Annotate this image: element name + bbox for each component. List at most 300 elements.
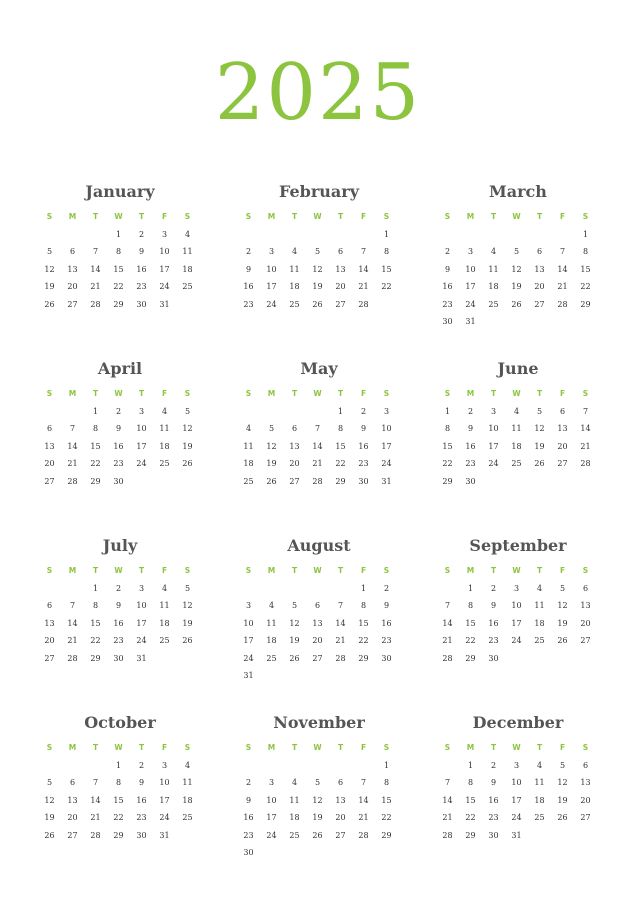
month-title: May (300, 359, 338, 378)
empty-day-cell (436, 757, 459, 775)
day-cell: 10 (159, 778, 170, 787)
day-cell: 18 (159, 441, 170, 451)
day-cell: 18 (488, 282, 499, 291)
weekday-label: S (444, 566, 451, 575)
day-cell: 11 (534, 778, 545, 787)
day-cell: 4 (291, 247, 298, 256)
day-cell: 5 (184, 583, 191, 593)
day-cell: 1 (92, 406, 99, 416)
day-cell: 27 (289, 476, 300, 486)
month-title: December (472, 713, 564, 732)
day-cell: 7 (360, 778, 367, 787)
day-cell: 15 (358, 618, 369, 628)
weekday-label: S (444, 743, 451, 752)
empty-day-cell (306, 226, 329, 244)
weekday-label: S (582, 743, 589, 752)
day-cell: 30 (465, 476, 476, 486)
day-cell: 3 (161, 760, 168, 770)
weekday-label: M (466, 566, 475, 575)
day-cell: 14 (67, 618, 78, 628)
day-cell: 19 (266, 459, 277, 468)
weekday-label: T (92, 389, 99, 398)
day-grid (237, 208, 401, 313)
day-cell: 14 (442, 795, 453, 805)
weekday-label: T (291, 743, 298, 752)
day-cell: 9 (115, 601, 122, 610)
weekday-label: S (184, 212, 191, 221)
day-cell: 10 (511, 601, 522, 610)
weekday-label: S (46, 389, 53, 398)
day-cell: 29 (335, 476, 346, 486)
day-cell: 16 (381, 618, 392, 628)
day-cell: 10 (243, 618, 254, 628)
day-cell: 27 (580, 813, 591, 822)
weekday-label: M (68, 743, 77, 752)
empty-day-cell (329, 226, 352, 244)
day-cell: 26 (312, 299, 323, 309)
month-title: January (85, 182, 155, 201)
day-cell: 9 (360, 424, 367, 433)
day-grid (436, 562, 600, 667)
weekday-label: S (46, 566, 53, 575)
month-january (38, 178, 202, 355)
day-cell: 12 (312, 264, 323, 274)
day-grid (436, 208, 600, 331)
day-cell: 11 (182, 778, 193, 787)
day-cell: 17 (266, 282, 277, 291)
day-cell: 21 (580, 441, 591, 451)
day-cell: 17 (488, 441, 499, 451)
weekday-label: T (92, 566, 99, 575)
day-grid (38, 562, 202, 667)
day-cell: 15 (465, 618, 476, 628)
day-cell: 5 (268, 424, 275, 433)
day-cell: 19 (534, 441, 545, 451)
weekday-label: F (161, 212, 168, 221)
day-cell: 31 (159, 299, 170, 309)
weekday-label: T (337, 743, 344, 752)
day-cell: 7 (444, 601, 451, 610)
weekday-label: M (466, 212, 475, 221)
day-cell: 10 (136, 601, 147, 610)
weekday-label: S (444, 212, 451, 221)
month-title: March (489, 182, 547, 201)
weekday-label: S (383, 389, 390, 398)
day-cell: 16 (442, 282, 453, 291)
day-cell: 2 (467, 406, 474, 416)
day-cell: 12 (44, 264, 55, 274)
day-cell: 6 (559, 406, 566, 416)
day-cell: 21 (67, 459, 78, 468)
weekday-label: W (114, 566, 123, 575)
empty-day-cell (329, 757, 352, 775)
day-cell: 28 (580, 459, 591, 468)
day-cell: 3 (467, 247, 474, 256)
weekday-label: T (490, 212, 497, 221)
day-grid (237, 739, 401, 862)
day-cell: 8 (444, 424, 451, 433)
day-cell: 28 (90, 830, 101, 840)
day-cell: 27 (580, 636, 591, 645)
day-cell: 17 (159, 795, 170, 805)
day-cell: 9 (383, 601, 390, 610)
day-cell: 5 (314, 247, 321, 256)
day-cell: 6 (536, 247, 543, 256)
day-cell: 15 (90, 618, 101, 628)
day-cell: 14 (580, 424, 591, 433)
day-cell: 25 (289, 830, 300, 840)
day-cell: 19 (312, 813, 323, 822)
month-february (237, 178, 401, 355)
day-cell: 18 (534, 795, 545, 805)
day-cell: 31 (243, 671, 254, 680)
month-july (38, 532, 202, 709)
weekday-label: T (490, 566, 497, 575)
day-cell: 26 (266, 476, 277, 486)
weekday-label: T (490, 389, 497, 398)
day-cell: 16 (243, 813, 254, 822)
weekday-label: F (559, 743, 566, 752)
day-cell: 22 (113, 813, 124, 822)
day-cell: 14 (335, 618, 346, 628)
day-cell: 4 (161, 583, 168, 593)
day-cell: 30 (488, 653, 499, 663)
day-cell: 1 (582, 229, 589, 239)
day-cell: 24 (266, 830, 277, 840)
day-cell: 23 (381, 636, 392, 645)
day-cell: 23 (488, 636, 499, 645)
day-grid (38, 208, 202, 313)
day-cell: 14 (442, 618, 453, 628)
day-cell: 4 (536, 583, 543, 593)
day-cell: 21 (442, 636, 453, 645)
day-cell: 21 (90, 813, 101, 822)
day-cell: 16 (113, 618, 124, 628)
day-cell: 25 (159, 636, 170, 645)
weekday-label: W (313, 212, 322, 221)
weekday-label: M (68, 389, 77, 398)
day-cell: 22 (465, 813, 476, 822)
weekday-label: T (536, 566, 543, 575)
day-cell: 5 (536, 406, 543, 416)
day-cell: 1 (115, 760, 122, 770)
day-cell: 18 (159, 618, 170, 628)
empty-day-cell (283, 757, 306, 775)
day-cell: 13 (44, 441, 55, 451)
day-cell: 17 (159, 264, 170, 274)
day-cell: 2 (360, 406, 367, 416)
day-cell: 16 (136, 264, 147, 274)
empty-day-cell (306, 580, 329, 598)
weekday-label: S (46, 743, 53, 752)
day-cell: 8 (115, 247, 122, 256)
day-cell: 25 (534, 813, 545, 822)
weekday-label: T (138, 212, 145, 221)
day-cell: 7 (92, 778, 99, 787)
day-cell: 10 (465, 264, 476, 274)
day-cell: 2 (444, 247, 451, 256)
day-cell: 20 (335, 813, 346, 822)
day-cell: 23 (136, 282, 147, 291)
day-cell: 30 (113, 653, 124, 663)
empty-day-cell (260, 757, 283, 775)
month-title: October (84, 713, 156, 732)
day-cell: 7 (582, 406, 589, 416)
day-cell: 29 (358, 653, 369, 663)
empty-day-cell (283, 403, 306, 421)
day-cell: 13 (312, 618, 323, 628)
day-cell: 12 (182, 424, 193, 433)
day-cell: 6 (314, 601, 321, 610)
day-cell: 14 (358, 264, 369, 274)
day-cell: 25 (182, 282, 193, 291)
day-cell: 21 (67, 636, 78, 645)
day-cell: 8 (582, 247, 589, 256)
day-cell: 6 (291, 424, 298, 433)
day-cell: 18 (182, 264, 193, 274)
day-cell: 4 (268, 601, 275, 610)
day-cell: 9 (444, 264, 451, 274)
day-cell: 23 (243, 830, 254, 840)
day-cell: 17 (136, 441, 147, 451)
empty-day-cell (482, 226, 505, 244)
day-cell: 19 (44, 813, 55, 822)
weekday-label: M (68, 212, 77, 221)
month-august (237, 532, 401, 709)
day-cell: 16 (113, 441, 124, 451)
weekday-label: W (313, 566, 322, 575)
day-cell: 20 (580, 795, 591, 805)
day-cell: 27 (557, 459, 568, 468)
day-cell: 7 (69, 601, 76, 610)
day-cell: 11 (159, 601, 170, 610)
day-cell: 20 (67, 282, 78, 291)
empty-day-cell (84, 226, 107, 244)
day-cell: 24 (511, 636, 522, 645)
weekday-label: S (245, 566, 252, 575)
empty-day-cell (38, 580, 61, 598)
day-cell: 13 (44, 618, 55, 628)
day-cell: 16 (465, 441, 476, 451)
weekday-label: M (267, 743, 276, 752)
day-cell: 1 (92, 583, 99, 593)
day-cell: 13 (534, 264, 545, 274)
day-cell: 3 (138, 406, 145, 416)
day-cell: 19 (557, 795, 568, 805)
day-cell: 10 (488, 424, 499, 433)
day-cell: 5 (314, 778, 321, 787)
day-cell: 24 (465, 299, 476, 309)
weekday-label: F (559, 566, 566, 575)
day-cell: 14 (90, 264, 101, 274)
day-cell: 22 (465, 636, 476, 645)
empty-day-cell (38, 226, 61, 244)
empty-day-cell (260, 226, 283, 244)
day-cell: 16 (488, 618, 499, 628)
weekday-label: M (267, 389, 276, 398)
day-cell: 24 (136, 636, 147, 645)
day-cell: 20 (534, 282, 545, 291)
day-cell: 20 (289, 459, 300, 468)
day-cell: 29 (442, 476, 453, 486)
empty-day-cell (260, 403, 283, 421)
weekday-label: T (138, 389, 145, 398)
day-cell: 4 (245, 424, 252, 433)
day-cell: 2 (138, 760, 145, 770)
day-cell: 14 (358, 795, 369, 805)
day-cell: 19 (44, 282, 55, 291)
day-cell: 23 (113, 459, 124, 468)
day-cell: 6 (69, 247, 76, 256)
day-cell: 9 (467, 424, 474, 433)
day-cell: 22 (580, 282, 591, 291)
day-cell: 13 (557, 424, 568, 433)
day-cell: 20 (580, 618, 591, 628)
month-june (436, 355, 600, 532)
day-cell: 30 (488, 830, 499, 840)
weekday-label: S (184, 389, 191, 398)
day-cell: 4 (184, 760, 191, 770)
day-cell: 27 (44, 476, 55, 486)
day-cell: 11 (182, 247, 193, 256)
day-cell: 1 (467, 760, 474, 770)
weekday-label: W (313, 743, 322, 752)
day-cell: 26 (44, 299, 55, 309)
day-cell: 19 (557, 618, 568, 628)
month-october (38, 709, 202, 886)
weekday-label: T (536, 743, 543, 752)
day-cell: 10 (381, 424, 392, 433)
day-cell: 7 (444, 778, 451, 787)
weekday-label: W (114, 212, 123, 221)
day-cell: 3 (268, 247, 275, 256)
weekday-label: M (466, 389, 475, 398)
day-cell: 22 (335, 459, 346, 468)
day-cell: 24 (136, 459, 147, 468)
day-cell: 5 (46, 778, 53, 787)
weekday-label: W (512, 212, 521, 221)
day-grid (237, 562, 401, 685)
day-cell: 30 (358, 476, 369, 486)
empty-day-cell (352, 226, 375, 244)
day-grid (436, 739, 600, 844)
day-cell: 22 (381, 813, 392, 822)
day-cell: 18 (243, 459, 254, 468)
day-cell: 31 (511, 830, 522, 840)
day-cell: 28 (358, 830, 369, 840)
day-cell: 10 (266, 264, 277, 274)
weekday-label: T (138, 566, 145, 575)
empty-day-cell (237, 226, 260, 244)
day-cell: 10 (266, 795, 277, 805)
day-cell: 24 (511, 813, 522, 822)
weekday-label: W (512, 389, 521, 398)
day-cell: 24 (159, 813, 170, 822)
day-cell: 22 (113, 282, 124, 291)
day-cell: 30 (136, 830, 147, 840)
day-cell: 28 (67, 476, 78, 486)
day-cell: 26 (557, 636, 568, 645)
weekday-label: T (138, 743, 145, 752)
day-cell: 5 (559, 760, 566, 770)
day-cell: 27 (67, 830, 78, 840)
weekday-label: F (161, 566, 168, 575)
day-cell: 2 (490, 583, 497, 593)
day-cell: 21 (335, 636, 346, 645)
day-cell: 22 (381, 282, 392, 291)
year-title: 2025 (214, 48, 422, 138)
day-cell: 21 (358, 813, 369, 822)
empty-day-cell (84, 757, 107, 775)
day-cell: 27 (335, 299, 346, 309)
day-cell: 29 (113, 299, 124, 309)
day-cell: 6 (46, 424, 53, 433)
empty-day-cell (306, 757, 329, 775)
day-cell: 8 (467, 601, 474, 610)
day-cell: 25 (182, 813, 193, 822)
empty-day-cell (237, 403, 260, 421)
day-cell: 24 (266, 299, 277, 309)
day-cell: 10 (511, 778, 522, 787)
month-september (436, 532, 600, 709)
day-cell: 3 (383, 406, 390, 416)
day-cell: 8 (115, 778, 122, 787)
day-cell: 30 (243, 848, 254, 857)
day-cell: 13 (335, 795, 346, 805)
day-cell: 18 (182, 795, 193, 805)
day-cell: 12 (312, 795, 323, 805)
weekday-label: T (291, 389, 298, 398)
empty-day-cell (61, 580, 84, 598)
day-cell: 17 (266, 813, 277, 822)
month-title: February (278, 182, 359, 201)
day-cell: 13 (289, 441, 300, 451)
empty-day-cell (61, 757, 84, 775)
day-cell: 9 (138, 247, 145, 256)
day-cell: 28 (312, 476, 323, 486)
day-cell: 14 (67, 441, 78, 451)
day-cell: 9 (490, 778, 497, 787)
day-cell: 17 (136, 618, 147, 628)
day-cell: 21 (358, 282, 369, 291)
weekday-label: F (559, 389, 566, 398)
empty-day-cell (528, 226, 551, 244)
weekday-label: F (360, 566, 367, 575)
day-cell: 11 (511, 424, 522, 433)
day-cell: 3 (513, 760, 520, 770)
day-cell: 27 (335, 830, 346, 840)
day-cell: 13 (335, 264, 346, 274)
day-cell: 7 (314, 424, 321, 433)
day-cell: 9 (245, 795, 252, 805)
day-cell: 5 (46, 247, 53, 256)
day-cell: 3 (138, 583, 145, 593)
day-cell: 11 (159, 424, 170, 433)
empty-day-cell (459, 226, 482, 244)
empty-day-cell (61, 226, 84, 244)
month-title: June (497, 359, 539, 378)
day-cell: 30 (113, 476, 124, 486)
weekday-label: T (92, 212, 99, 221)
day-cell: 28 (358, 299, 369, 309)
empty-day-cell (436, 580, 459, 598)
day-cell: 18 (289, 813, 300, 822)
day-cell: 18 (289, 282, 300, 291)
weekday-label: F (360, 389, 367, 398)
day-cell: 1 (383, 760, 390, 770)
day-cell: 23 (442, 299, 453, 309)
day-cell: 29 (90, 653, 101, 663)
